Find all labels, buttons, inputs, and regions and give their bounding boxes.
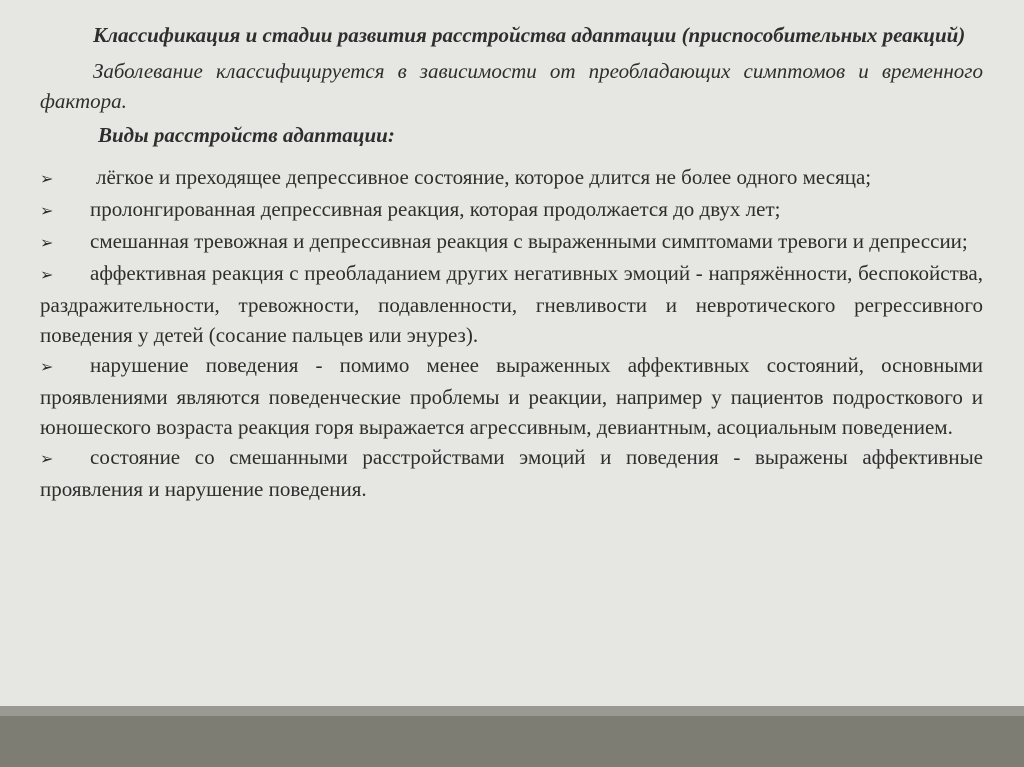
arrow-bullet-icon: ➢ bbox=[40, 169, 54, 188]
arrow-bullet-icon: ➢ bbox=[40, 233, 54, 252]
list-item bbox=[40, 162, 983, 194]
list-item-text: состояние со смешанными расстройствами эмоций и поведения - выражены аффективные проявления и нарушение поведения. bbox=[40, 445, 983, 501]
list-item bbox=[40, 194, 983, 226]
arrow-bullet-icon: ➢ bbox=[40, 265, 54, 284]
subheading: Виды расстройств адаптации: bbox=[98, 123, 395, 147]
adaptation-disorder-list bbox=[40, 162, 983, 504]
list-item bbox=[40, 442, 983, 504]
arrow-bullet-icon: ➢ bbox=[40, 449, 54, 468]
footer-divider bbox=[0, 706, 1024, 716]
list-item bbox=[40, 258, 983, 350]
list-item-text: нарушение поведения - помимо менее выраженных аффективных состояний, основными проявлениями являются поведенческие проблемы и реакции, например у пациентов подросткового и юношеского возраста реакция горя выражается агрессивным, девиантным, асоциальным поведением. bbox=[40, 353, 983, 439]
intro-paragraph: Заболевание классифицируется в зависимости от преобладающих симптомов и временного фактора. bbox=[40, 59, 983, 113]
slide-title: Классификация и стадии развития расстройства адаптации (приспособительных реакций) bbox=[93, 23, 966, 47]
list-item-text: пролонгированная депрессивная реакция, которая продолжается до двух лет; bbox=[90, 197, 781, 221]
arrow-bullet-icon: ➢ bbox=[40, 201, 54, 220]
list-item-text: аффективная реакция с преобладанием других негативных эмоций - напряжённости, беспокойства, раздражительности, тревожности, подавленности, гневливости и невротического регрессивного поведения у детей (сосание пальцев или энурез). bbox=[40, 261, 983, 347]
list-item bbox=[40, 350, 983, 442]
list-item-text: лёгкое и преходящее депрессивное состояние, которое длится не более одного месяца; bbox=[96, 165, 872, 189]
list-item-text: смешанная тревожная и депрессивная реакция с выраженными симптомами тревоги и депрессии; bbox=[90, 229, 968, 253]
arrow-bullet-icon: ➢ bbox=[40, 357, 54, 376]
footer-band bbox=[0, 716, 1024, 767]
list-item bbox=[40, 226, 983, 258]
slide-content bbox=[40, 20, 983, 504]
